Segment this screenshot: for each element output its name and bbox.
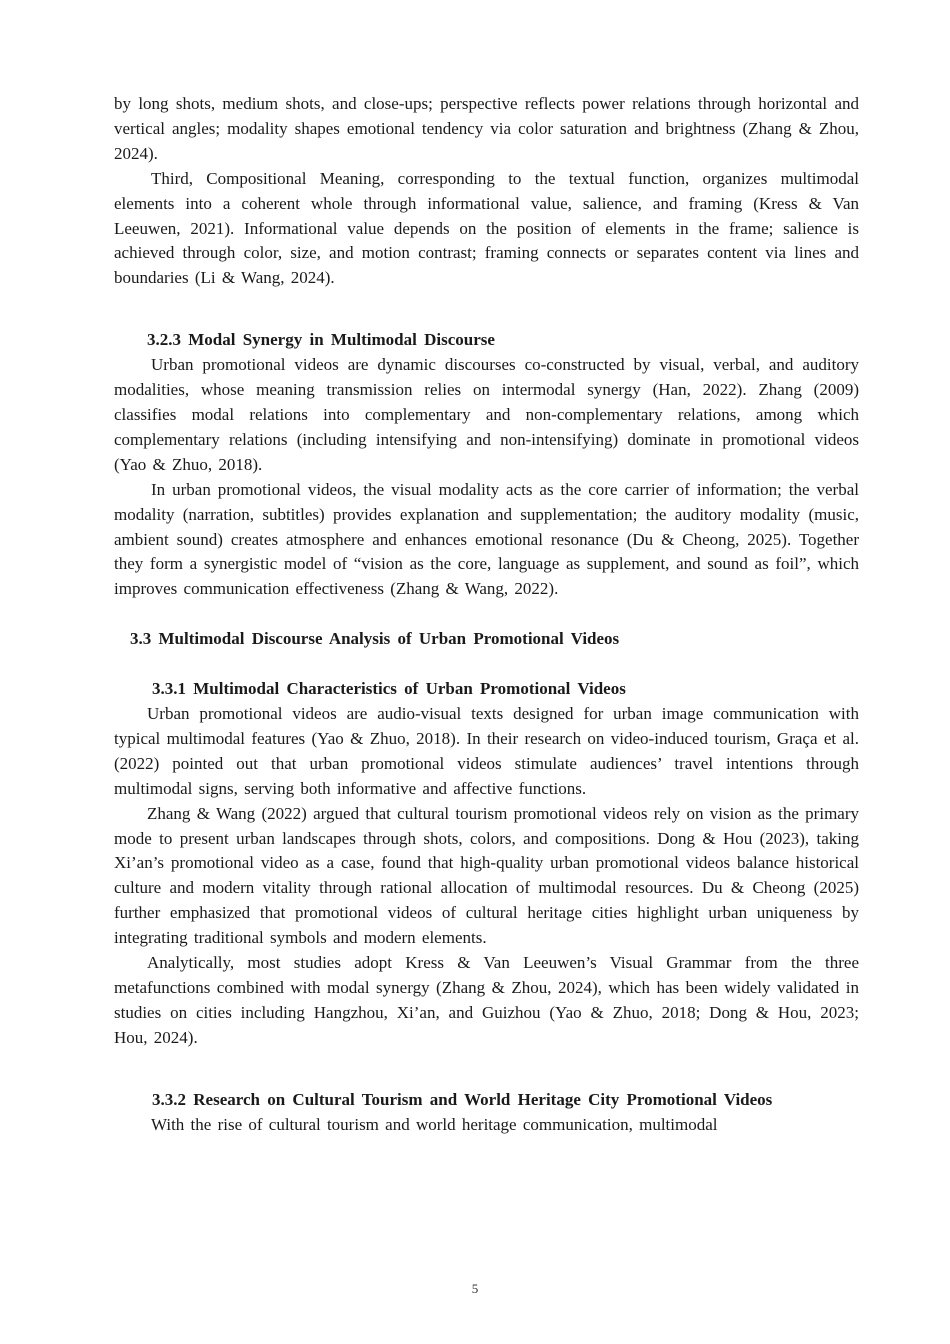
spacer — [114, 602, 859, 627]
paragraph-continued: by long shots, medium shots, and close-ups; perspective reflects power relations through horizontal and vertical angles; modality shapes emotional tendency via color saturation and brightness (Zhang & Zhou, 2024). — [114, 94, 859, 163]
paragraph-modal-synergy-2: In urban promotional videos, the visual modality acts as the core carrier of information; the verbal modality (narration, subtitles) provides explanation and supplementation; the auditory modality (music, ambient sound) creates atmosphere and enhances emotional resonance (Du & Cheong, 2025). Together they form a synergistic model of “vision as the core, language as supplement, and sound as foil”, which improves communication effectiveness (Zhang & Wang, 2022). — [114, 479, 859, 599]
page-number: 5 — [471, 1281, 479, 1296]
heading-3-2-3: 3.2.3 Modal Synergy in Multimodal Discourse — [147, 330, 495, 350]
spacer — [114, 652, 859, 677]
heading-3-3: 3.3 Multimodal Discourse Analysis of Urban Promotional Videos — [130, 629, 620, 649]
paragraph-compositional-meaning: Third, Compositional Meaning, corresponding to the textual function, organizes multimodal elements into a coherent whole through informational value, salience, and framing (Kress & Van Leeuwen, 2021). Informational value depends on the position of elements in the frame; salience is achieved through color, size, and motion contrast; framing connects or separates content via lines and boundaries (Li & Wang, 2024). — [114, 168, 859, 288]
spacer — [114, 1051, 859, 1088]
paragraph-characteristics-1: Urban promotional videos are audio-visual texts designed for urban image communication with typical multimodal features (Yao & Zhuo, 2018). In their research on video-induced tourism, Graça et al. (2022) pointed out that urban promotional videos stimulate audiences’ travel intentions through multimodal signs, serving both informative and affective functions. — [114, 704, 859, 798]
paragraph-modal-synergy-1: Urban promotional videos are dynamic discourses co-constructed by visual, verbal, and auditory modalities, whose meaning transmission relies on intermodal synergy (Han, 2022). Zhang (2009) classifies modal relations into complementary and non-complementary relations, among which complementary relations (including intensifying and non-intensifying) dominate in promotional videos (Yao & Zhuo, 2018). — [114, 355, 859, 474]
heading-3-3-2: 3.3.2 Research on Cultural Tourism and World Heritage City Promotional Videos — [152, 1089, 773, 1109]
paragraph-world-heritage: With the rise of cultural tourism and world heritage communication, multimodal — [151, 1114, 718, 1134]
page-content — [114, 92, 859, 1138]
paragraph-characteristics-2: Zhang & Wang (2022) argued that cultural tourism promotional videos rely on vision as the primary mode to present urban landscapes through shots, colors, and compositions. Dong & Hou (2023), taking Xi’an’s promotional video as a case, found that high-quality urban promotional videos balance historical culture and modern vitality through rational allocation of multimodal resources. Du & Cheong (2025) further emphasized that promotional videos of cultural heritage cities highlight urban uniqueness by integrating traditional symbols and modern elements. — [114, 803, 859, 948]
spacer — [114, 291, 859, 328]
heading-3-3-1: 3.3.1 Multimodal Characteristics of Urban Promotional Videos — [152, 679, 626, 699]
paragraph-characteristics-3: Analytically, most studies adopt Kress & Van Leeuwen’s Visual Grammar from the three metafunctions combined with modal synergy (Zhang & Zhou, 2024), which has been widely validated in studies on cities including Hangzhou, Xi’an, and Guizhou (Yao & Zhuo, 2018; Dong & Hou, 2023; Hou, 2024). — [114, 953, 859, 1047]
